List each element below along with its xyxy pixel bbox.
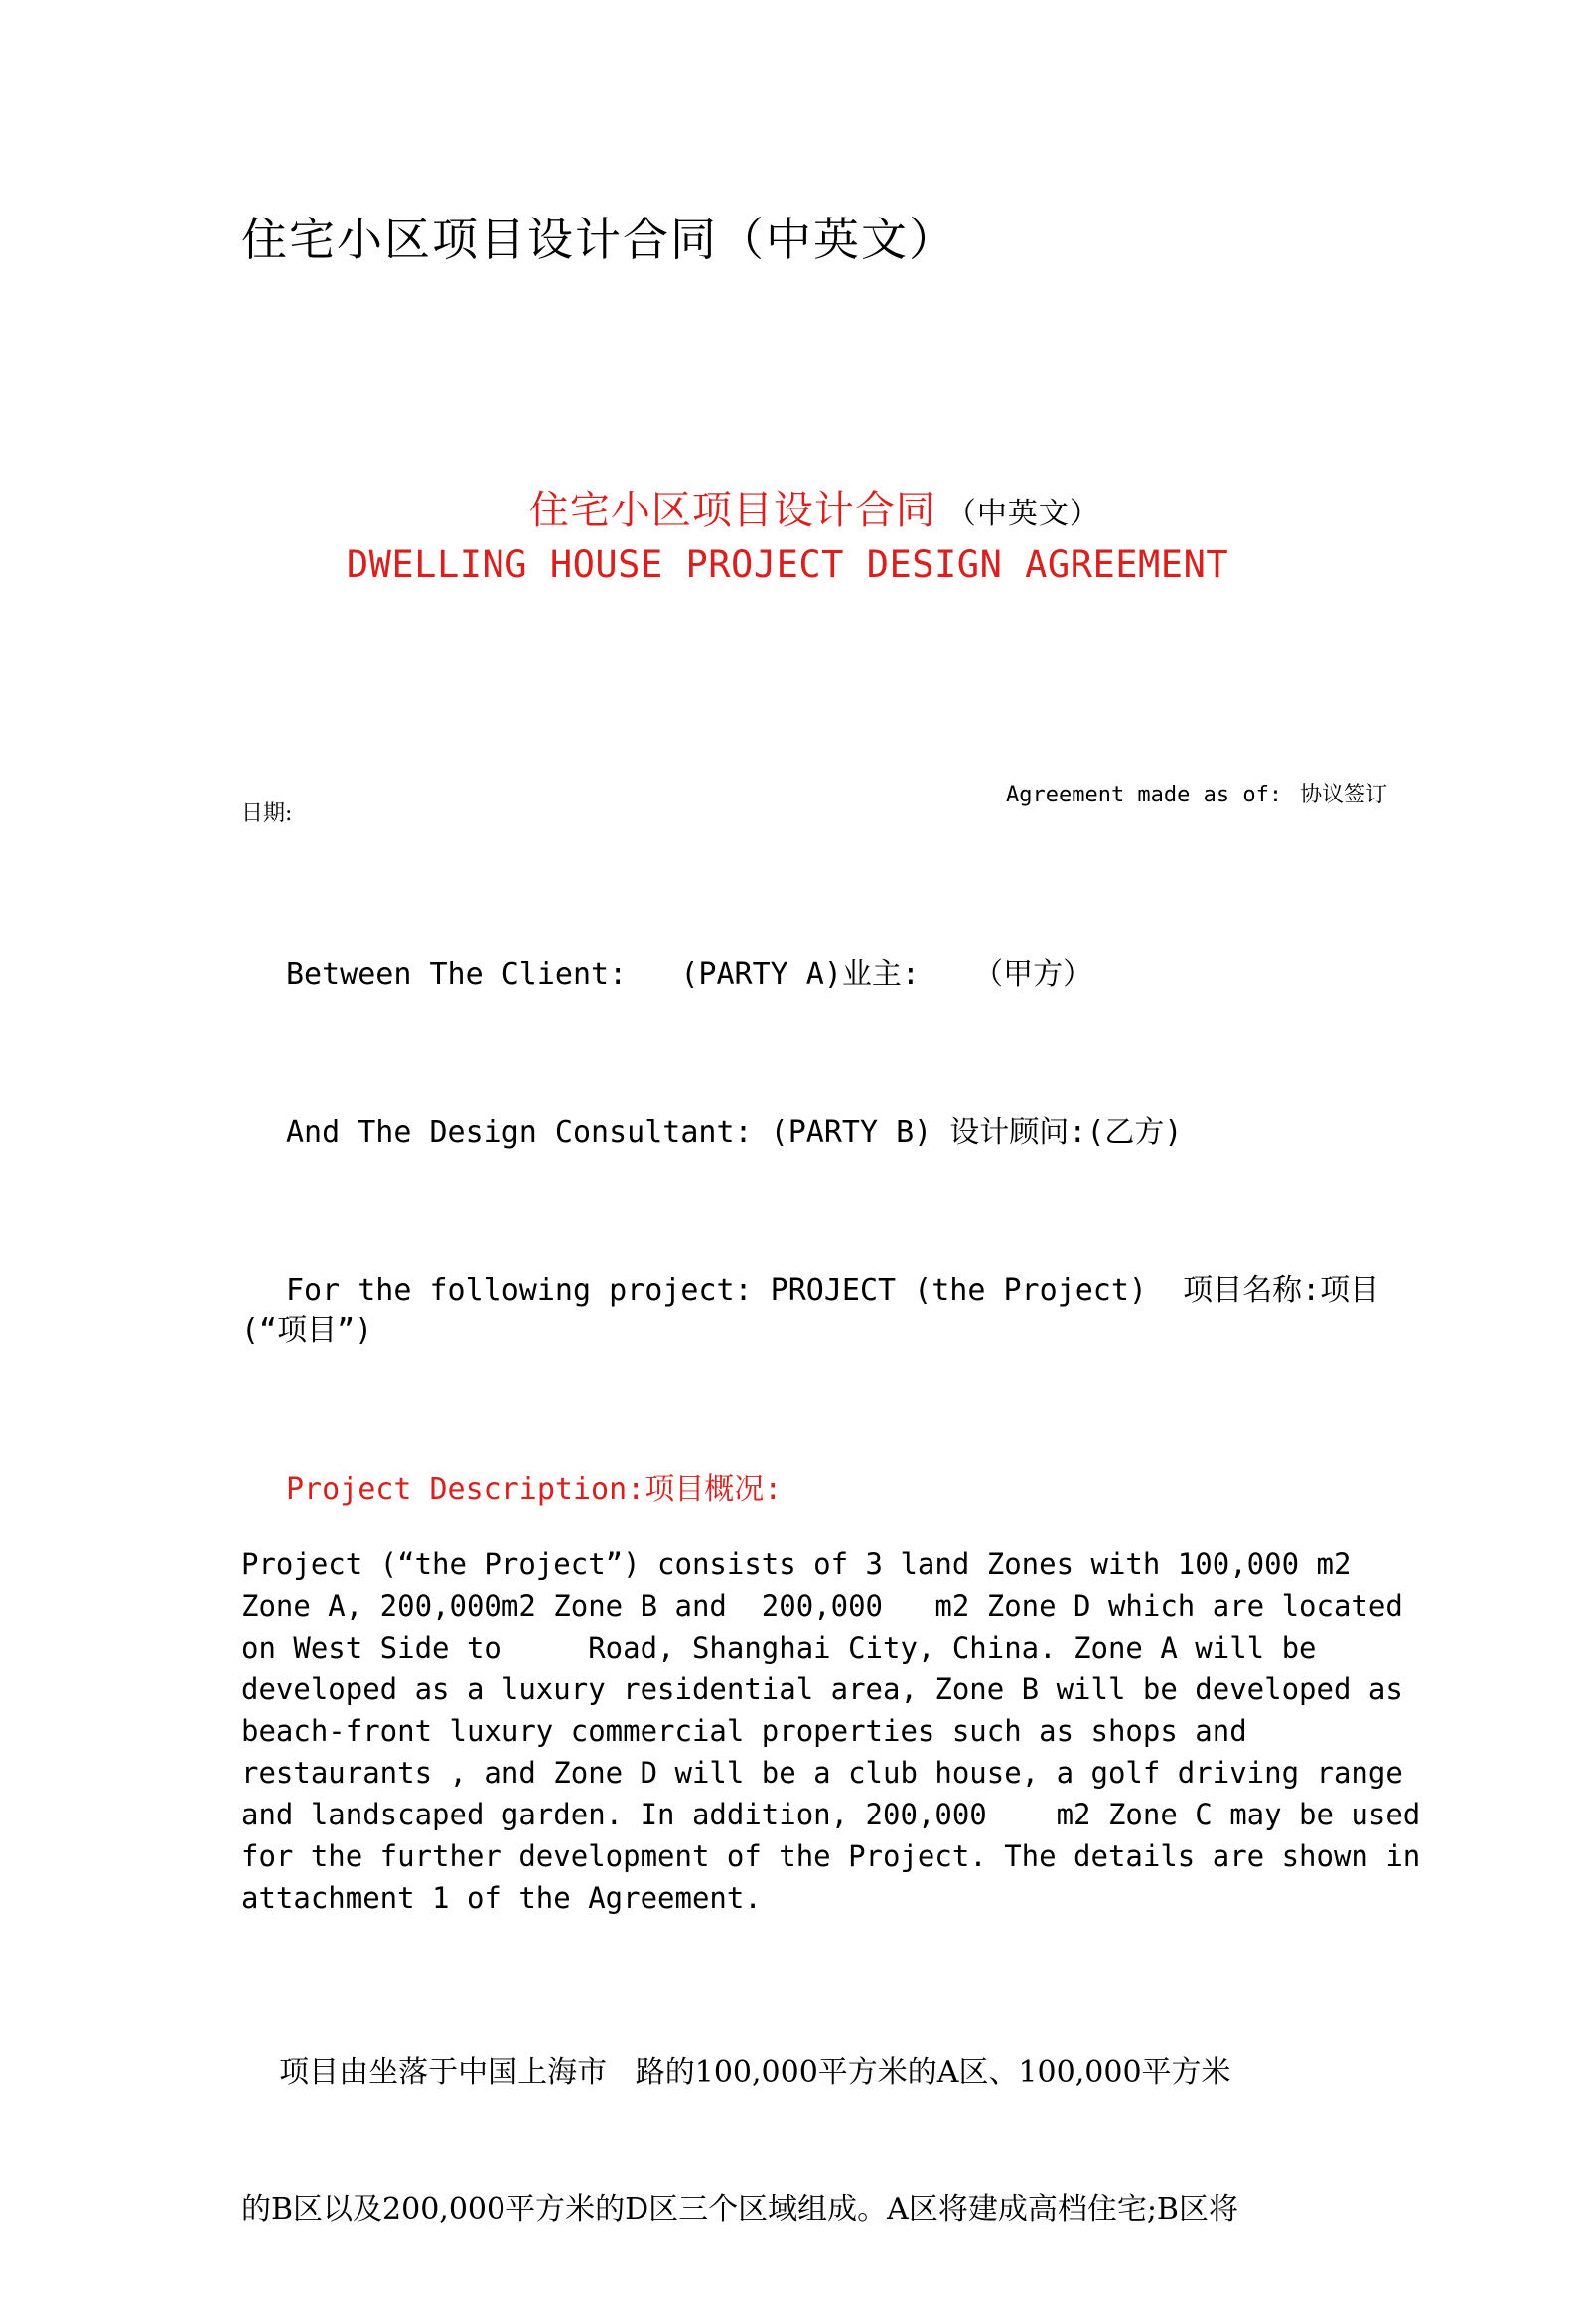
- project-description-label: Project Description:项目概况:: [286, 1472, 783, 1507]
- description-line: attachment 1 of the Agreement.: [241, 1881, 762, 1915]
- heading-chinese-main: 住宅小区项目设计合同: [528, 488, 936, 533]
- heading-chinese-sub: （中英文）: [945, 497, 1100, 531]
- project-name-line-2: (“项目”): [241, 1313, 373, 1348]
- description-line: Project (“the Project”) consists of 3 land Zones with 100,000 m2: [241, 1547, 1352, 1581]
- project-description-english: [241, 1543, 1421, 1919]
- agreement-date-cn: 日期:: [241, 801, 293, 826]
- agreement-made-label: Agreement made as of:: [1005, 783, 1283, 807]
- project-name-line: For the following project: PROJECT (the Project) 项目名称:项目: [286, 1273, 1380, 1308]
- heading-english: DWELLING HOUSE PROJECT DESIGN AGREEMENT: [346, 543, 1229, 586]
- agreement-date-line: [953, 753, 1387, 833]
- description-line: beach-front luxury commercial properties such as shops and: [241, 1714, 1247, 1748]
- description-line: restaurants , and Zone D will be a club house, a golf driving range: [241, 1756, 1403, 1790]
- description-line: Zone A, 200,000m2 Zone B and 200,000 m2 Zone D which are located: [241, 1589, 1403, 1623]
- party-b-line: And The Design Consultant: (PARTY B) 设计顾问:(乙方): [286, 1115, 1183, 1150]
- document-title: 住宅小区项目设计合同（中英文）: [241, 213, 956, 266]
- agreement-made-label-cn: 协议签订: [1300, 783, 1388, 807]
- description-line: developed as a luxury residential area, Zone B will be developed as: [241, 1672, 1403, 1706]
- description-line: on West Side to Road, Shanghai City, China. Zone A will be: [241, 1631, 1317, 1665]
- description-cn-line: 项目由坐落于中国上海市 路的100,000平方米的A区、100,000平方米: [241, 2055, 1231, 2090]
- party-a-line: Between The Client: (PARTY A)业主: （甲方）: [286, 957, 1093, 992]
- description-line: and landscaped garden. In addition, 200,000 m2 Zone C may be used: [241, 1798, 1421, 1831]
- description-line: for the further development of the Project. The details are shown in: [241, 1839, 1421, 1873]
- description-cn-line: 的B区以及200,000平方米的D区三个区域组成。A区将建成高档住宅;B区将: [241, 2192, 1238, 2227]
- project-description-chinese: [241, 1959, 1354, 2324]
